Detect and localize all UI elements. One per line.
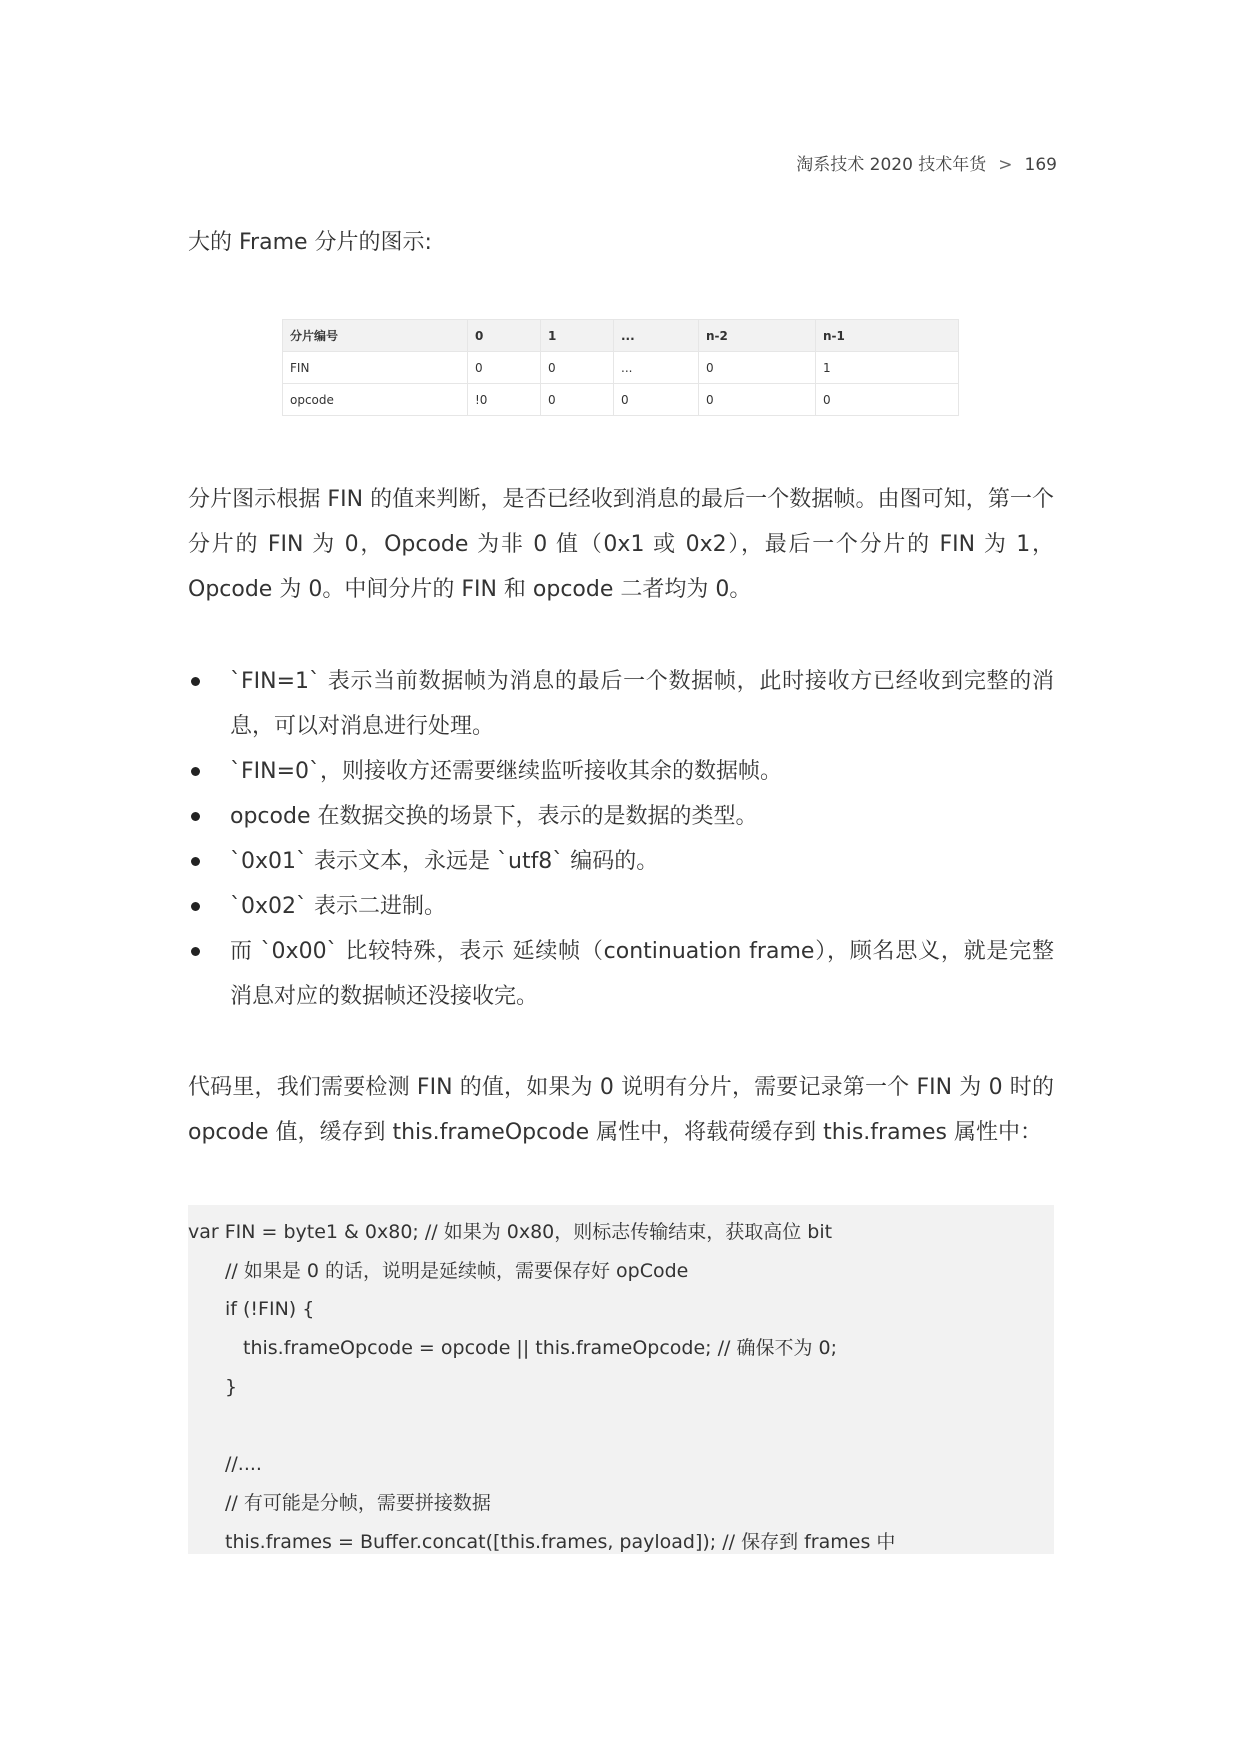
table-header-cell: 0 [468, 320, 541, 352]
table-row [283, 384, 959, 416]
table-cell: ... [614, 352, 699, 384]
table-cell: 0 [816, 384, 959, 416]
code-line: //.... [225, 1453, 262, 1476]
paragraph-code-intro: 代码里，我们需要检测 FIN 的值，如果为 0 说明有分片，需要记录第一个 FIN 为 0 时的 opcode 值，缓存到 this.frameOpcode 属性中，将载荷缓存到 this.frames 属性中： [188, 1075, 1054, 1145]
table-cell: 0 [699, 352, 816, 384]
code-line: // 有可能是分帧，需要拼接数据 [225, 1491, 491, 1514]
list-item: `FIN=1` 表示当前数据帧为消息的最后一个数据帧，此时接收方已经收到完整的消息，可以对消息进行处理。 [188, 659, 1054, 749]
code-line: this.frames = Buffer.concat([this.frames, payload]); // 保存到 frames 中 [225, 1530, 896, 1553]
table-cell: 1 [816, 352, 959, 384]
table-cell: !0 [468, 384, 541, 416]
page-number: 169 [1024, 155, 1057, 175]
table-header-cell: n-2 [699, 320, 816, 352]
header-separator: > [998, 155, 1013, 175]
table-header-cell: n-1 [816, 320, 959, 352]
code-block [188, 1205, 1054, 1554]
header-title: 淘系技术 2020 技术年货 [796, 155, 987, 175]
table-row [283, 352, 959, 384]
table-cell: opcode [283, 384, 468, 416]
page-header [796, 150, 1057, 175]
list-item: opcode 在数据交换的场景下，表示的是数据的类型。 [188, 794, 1054, 839]
table-cell: 0 [614, 384, 699, 416]
table-header-cell: 1 [541, 320, 614, 352]
table-header-cell: 分片编号 [283, 320, 468, 352]
list-item: `0x02` 表示二进制。 [188, 884, 1054, 929]
fragment-table [282, 319, 959, 416]
code-line [188, 1406, 1054, 1445]
list-item: 而 `0x00` 比较特殊，表示 延续帧（continuation frame），顾名思义，就是完整消息对应的数据帧还没接收完。 [188, 929, 1054, 1019]
bullet-list [188, 659, 1054, 1019]
table-cell: FIN [283, 352, 468, 384]
lead-text: 大的 Frame 分片的图示: [188, 230, 432, 255]
table-cell: 0 [541, 352, 614, 384]
table-cell: 0 [541, 384, 614, 416]
table-cell: 0 [468, 352, 541, 384]
code-line: if (!FIN) { [225, 1298, 315, 1321]
code-line: var FIN = byte1 & 0x80; // 如果为 0x80，则标志传输结束，获取高位 bit [188, 1221, 833, 1243]
list-item: `0x01` 表示文本，永远是 `utf8` 编码的。 [188, 839, 1054, 884]
list-item: `FIN=0`，则接收方还需要继续监听接收其余的数据帧。 [188, 749, 1054, 794]
code-line: this.frameOpcode = opcode || this.frameOpcode; // 确保不为 0; [243, 1337, 837, 1360]
code-line: // 如果是 0 的话，说明是延续帧，需要保存好 opCode [225, 1259, 689, 1282]
table-cell: 0 [699, 384, 816, 416]
table-header-cell: ... [614, 320, 699, 352]
table-header-row [283, 320, 959, 352]
paragraph-fragment-explanation: 分片图示根据 FIN 的值来判断，是否已经收到消息的最后一个数据帧。由图可知，第一个分片的 FIN 为 0，Opcode 为非 0 值（0x1 或 0x2），最后一个分片的 FIN 为 1，Opcode 为 0。中间分片的 FIN 和 opcode 二者均为 0。 [188, 487, 1054, 602]
code-line: } [225, 1375, 238, 1398]
